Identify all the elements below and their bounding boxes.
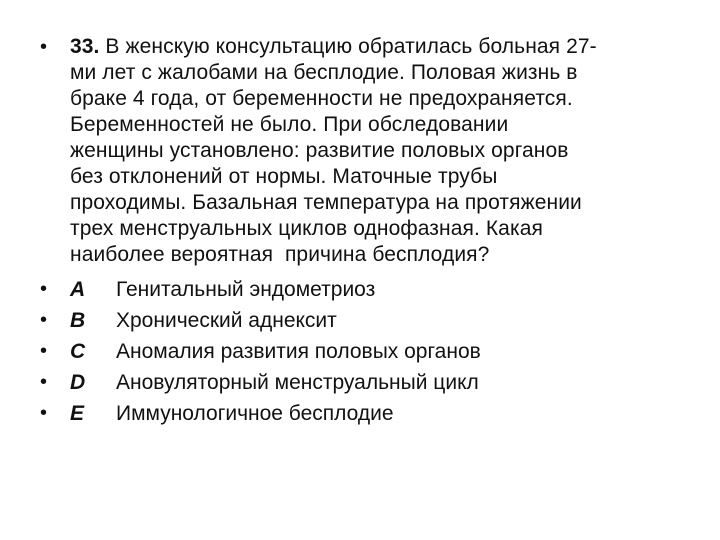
question-line-6: без отклонений от нормы. Маточные трубы — [70, 165, 498, 188]
option-c — [40, 336, 700, 367]
option-b — [40, 305, 700, 336]
option-letter: E — [70, 402, 85, 425]
question-line-7: проходимы. Базальная температура на протяжении — [70, 191, 582, 214]
option-bullet: • — [40, 402, 48, 424]
option-bullet: • — [40, 309, 48, 331]
question-line-3: браке 4 года, от беременности не предохраняется. — [70, 87, 573, 110]
option-text: Аномалия развития половых органов — [116, 340, 481, 363]
question-bullet: • — [40, 36, 48, 58]
answer-options — [40, 274, 700, 429]
option-text: Хронический аднексит — [116, 309, 337, 332]
option-e — [40, 398, 700, 429]
option-bullet: • — [40, 371, 48, 393]
option-letter: B — [70, 309, 86, 332]
option-letter: D — [70, 371, 86, 394]
option-text: Иммунологичное бесплодие — [116, 402, 394, 425]
option-text: Генитальный эндометриоз — [116, 278, 376, 301]
option-letter: C — [70, 340, 86, 363]
question-line-9: наиболее вероятная причина бесплодия? — [70, 243, 490, 266]
question-line-2: ми лет с жалобами на бесплодие. Половая жизнь в — [70, 61, 578, 84]
option-bullet: • — [40, 340, 48, 362]
question-block — [40, 34, 700, 268]
question-line-8: трех менструальных циклов однофазная. Какая — [70, 217, 543, 240]
question-text — [70, 34, 700, 268]
question-number: 33. — [70, 35, 100, 58]
question-line-5: женщины установлено: развитие половых органов — [70, 139, 569, 162]
question-line-4: Беременностей не было. При обследовании — [70, 113, 509, 136]
option-text: Ановуляторный менструальный цикл — [116, 371, 479, 394]
option-bullet: • — [40, 278, 48, 300]
question-line-1-text: В женскую консультацию обратилась больная 27- — [99, 35, 597, 58]
option-d — [40, 367, 700, 398]
option-letter: A — [70, 278, 86, 301]
question-line-1 — [70, 34, 700, 60]
option-a — [40, 274, 700, 305]
